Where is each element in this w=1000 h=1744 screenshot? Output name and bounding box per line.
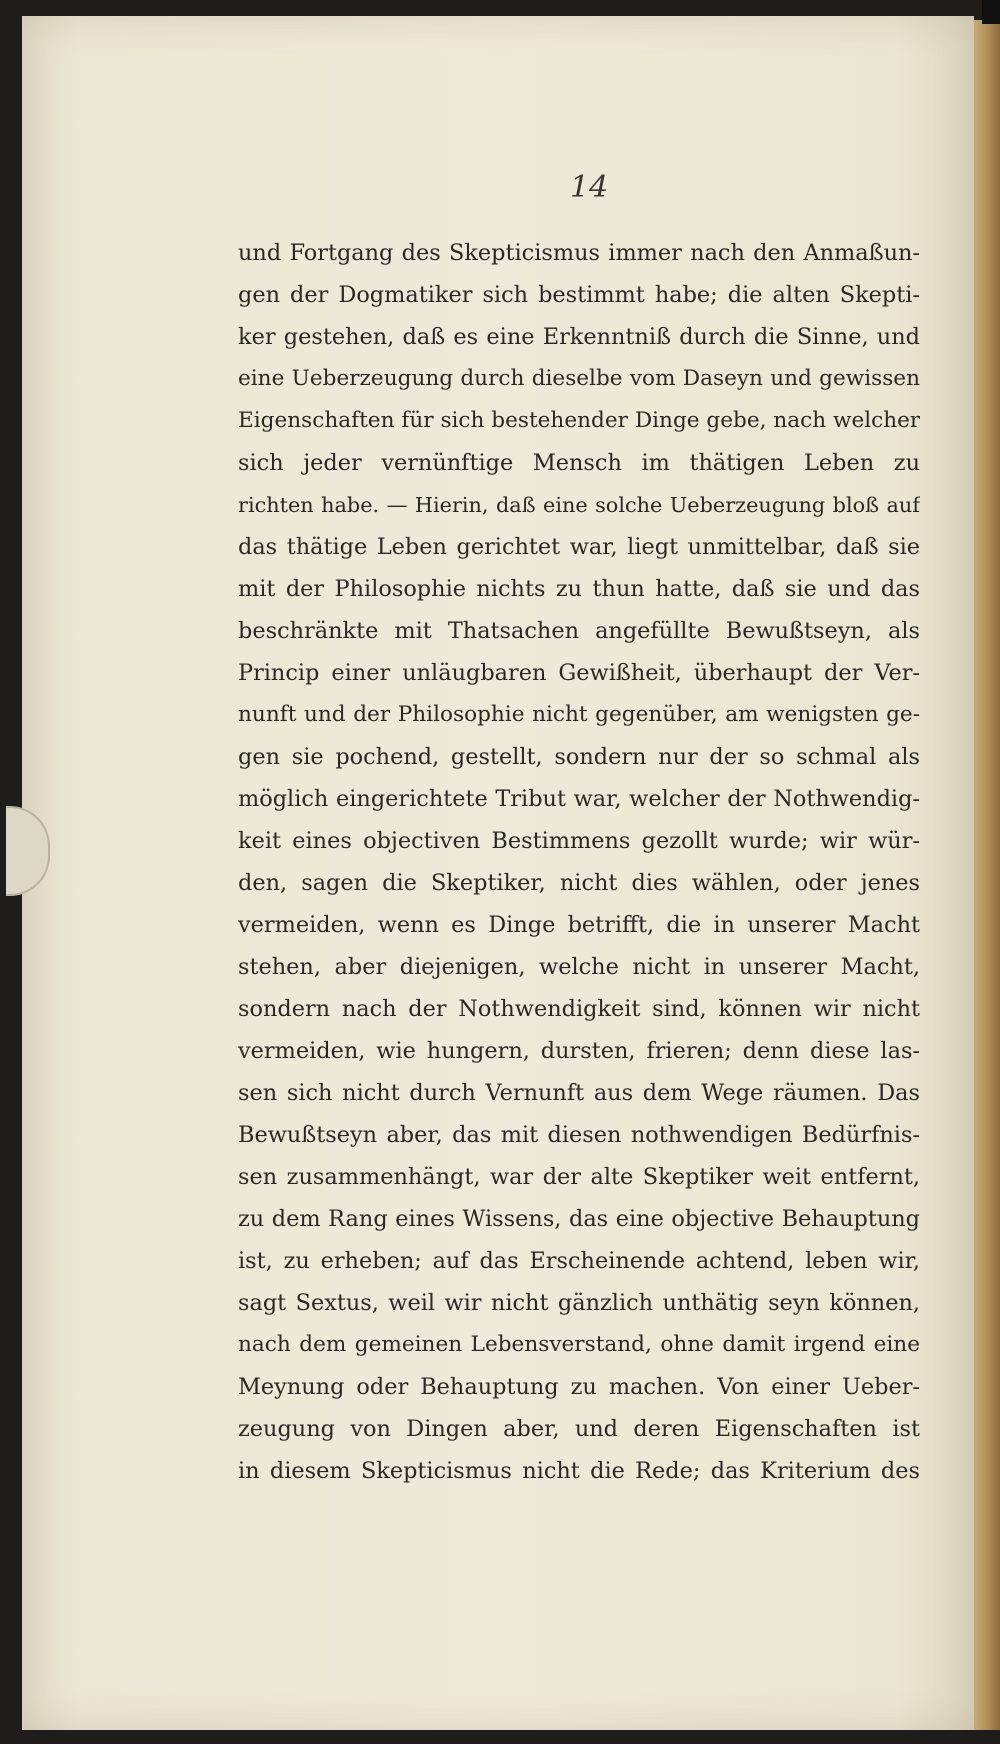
text-line: Meynung oder Behauptung zu machen. Von einer Ueber- (238, 1374, 920, 1400)
text-line: stehen, aber diejenigen, welche nicht in unserer Macht, (238, 954, 920, 980)
page-number: 14 (570, 170, 609, 205)
text-line: keit eines objectiven Bestimmens gezollt wurde; wir wür- (238, 828, 920, 854)
text-line: eine Ueberzeugung durch dieselbe vom Daseyn und gewissen (238, 366, 920, 391)
text-line: sich jeder vernünftige Mensch im thätigen Leben zu (238, 450, 920, 476)
text-line: Eigenschaften für sich bestehender Dinge gebe, nach welcher (238, 408, 920, 433)
text-line: vermeiden, wenn es Dinge betrifft, die in unserer Macht (238, 912, 920, 938)
text-line: nunft und der Philosophie nicht gegenüber, am wenigsten ge- (238, 702, 920, 727)
text-line: ker gestehen, daß es eine Erkenntniß durch die Sinne, und (238, 324, 920, 350)
text-line: und Fortgang des Skepticismus immer nach den Anmaßun- (238, 240, 920, 266)
text-line: sen zusammenhängt, war der alte Skeptiker weit entfernt, (238, 1164, 920, 1190)
text-line: gen der Dogmatiker sich bestimmt habe; die alten Skepti- (238, 282, 920, 308)
text-line: mit der Philosophie nichts zu thun hatte, daß sie und das (238, 576, 920, 602)
text-line: ist, zu erheben; auf das Erscheinende achtend, leben wir, (238, 1248, 920, 1274)
text-line: Princip einer unläugbaren Gewißheit, überhaupt der Ver- (238, 660, 920, 686)
text-line: in diesem Skepticismus nicht die Rede; das Kriterium des (238, 1458, 920, 1484)
text-line: richten habe. — Hierin, daß eine solche Ueberzeugung bloß auf (238, 493, 920, 517)
text-line: beschränkte mit Thatsachen angefüllte Bewußtseyn, als (238, 618, 920, 644)
text-line: zeugung von Dingen aber, und deren Eigenschaften ist (238, 1416, 920, 1442)
page-text (238, 232, 920, 1492)
text-line: sagt Sextus, weil wir nicht gänzlich unthätig seyn können, (238, 1290, 920, 1316)
book-edge (974, 20, 1000, 1730)
text-line: Bewußtseyn aber, das mit diesen nothwendigen Bedürfnis- (238, 1122, 920, 1148)
text-line: möglich eingerichtete Tribut war, welcher der Nothwendig- (238, 786, 920, 812)
text-line: zu dem Rang eines Wissens, das eine objective Behauptung (238, 1206, 920, 1232)
text-line: sen sich nicht durch Vernunft aus dem Wege räumen. Das (238, 1080, 920, 1106)
text-line: vermeiden, wie hungern, dursten, frieren; denn diese las- (238, 1038, 920, 1064)
text-line: das thätige Leben gerichtet war, liegt unmittelbar, daß sie (238, 534, 920, 560)
text-line: gen sie pochend, gestellt, sondern nur der so schmal als (238, 744, 920, 770)
text-line: nach dem gemeinen Lebensverstand, ohne damit irgend eine (238, 1332, 920, 1357)
scan-corner (982, 0, 1000, 24)
text-line: den, sagen die Skeptiker, nicht dies wählen, oder jenes (238, 870, 920, 896)
text-line: sondern nach der Nothwendigkeit sind, können wir nicht (238, 996, 920, 1022)
